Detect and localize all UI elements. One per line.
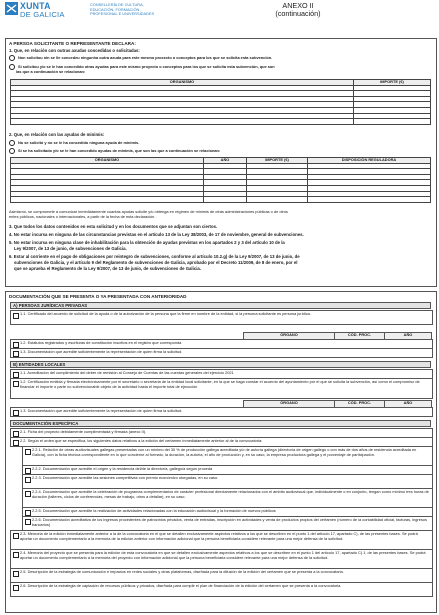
q2-none-radio[interactable] — [9, 140, 15, 146]
section-b-title: B) ENTIDADES LOCALES — [13, 362, 66, 367]
c5-checkbox[interactable] — [13, 571, 19, 577]
a1-label: 1.1. Certificado del acuerdo de solicitud de la ayuda o de la autorización de la persona que la firme en nombre de la entidad, si la persona solicitante es persona jurídica. — [20, 311, 311, 316]
department-name — [90, 3, 154, 17]
declaration-6a: 6. Estar al corriente en el pago de obligaciones por reintegro de subvenciones, conforme al artículo 10.2.g) de la Ley 9/2007, de 13 de junio, de — [9, 254, 300, 259]
c24-checkbox[interactable] — [25, 491, 31, 497]
section-c-bar — [10, 420, 431, 427]
doc-row-a1[interactable] — [10, 310, 433, 325]
dept-line: EDUCACIÓN, FORMACIÓN — [90, 6, 140, 12]
documentation-title: DOCUMENTACIÓN QUE SE PRESENTA O YA PRESENTADA CON ANTERIORIDAD — [9, 294, 187, 299]
section-b-bar — [10, 361, 431, 368]
c2-checkbox[interactable] — [13, 440, 19, 446]
c25-checkbox[interactable] — [25, 510, 31, 516]
c3-checkbox[interactable] — [13, 533, 19, 539]
q2-yes-radio[interactable] — [9, 148, 15, 154]
doc-row-c5[interactable] — [10, 568, 433, 583]
c1-label: 2.1. Ficha del proyecto debidamente cumplimentada y firmada (anexo II). — [20, 429, 147, 434]
annex-subtitle: (continuación) — [275, 9, 321, 19]
a-header-cod-proc: CÓD. PROC. — [334, 332, 385, 340]
header — [0, 0, 439, 30]
c4-checkbox[interactable] — [13, 552, 19, 558]
doc-row-c23[interactable] — [22, 474, 433, 489]
commitment-line-2: entes públicos, nacionales o internacionales, a partir de la fecha de esta declaración. — [9, 214, 156, 219]
annex-heading — [253, 2, 343, 19]
declaration-4: 4. No estar incursa en ninguna de las circunstancias previstas en el artículo 13 de la Ley 38/2003, de 17 de noviembre, general de subvenciones. — [9, 232, 304, 237]
c22-label: 2.2.2. Documentación que acredite el origen y la residencia del/de la director/a, gallego/a según proceda — [32, 466, 213, 471]
doc-row-c3[interactable] — [10, 530, 433, 550]
declaration-6c: que se aprueba el Reglamento de la Ley 9/2007, de 13 de junio, de subvenciones de Galicia. — [14, 266, 201, 271]
q1-yes-radio[interactable] — [9, 64, 15, 70]
c4-label: 2.4. Memoria del proyecto que se presenta para la edición de esta convocatoria en que se detallen exclusivamente aspectos relativos a los que se describen en el punto 1 del artículo 17, apartado C).1, de las presentes bases. Se podrá aportar un documento complementario a la memoria del proyecto con información adicional que la persona beneficiaria considere relevante para una mejor defensa de la solicitud. — [20, 550, 426, 560]
declaration-6b: subvenciones de Galicia, y el artículo 9 del Reglamento de subvenciones de Galicia, aprobado por el Decreto 11/2009, de 8 de enero, por el — [14, 260, 298, 265]
c23-checkbox[interactable] — [25, 477, 31, 483]
c25-label: 2.2.5. Documentación que acredite la realización de actividades relacionadas con la educación audiovisual y la formación de nuevos públicos — [32, 508, 276, 513]
xunta-logo-icon — [5, 2, 18, 15]
declaration-5a: 5. No estar incursa en ninguna clase de inhabilitación para la obtención de ayudas previstas en los apartados 2 y 3 del artículo 10 de la — [9, 240, 285, 245]
declaration-5b: Ley 9/2007, de 13 de junio, de subvenciones de Galicia. — [14, 246, 127, 251]
annex-title: ANEXO II — [282, 1, 314, 10]
doc-row-c6[interactable] — [10, 582, 433, 597]
b2-label: 1.2. Certificación emitida y firmada electrónicamente por el secretario o secretaria de la entidad local solicitante, en la que se haga constar el acuerdo del ayuntamiento por el que se solicita la subvención, así como el compromiso de financiar el importe o parte no subvencionable objeto de la actividad hasta el importe total de ejecución — [20, 379, 420, 389]
section-c-title: DOCUMENTACIÓN ESPECÍFICA — [13, 421, 79, 426]
c24-label: 2.2.4. Documentación que acredite la celebración de programas complementarios de carácter profesional directamente relacionados con el ámbito audiovisual que, individualmente o en conjunto, tengan como mínimo tres horas de duración (talleres, ciclos de conferencias, mesas de trabajo, otros a detallar), en su caso. — [32, 489, 429, 499]
col-importe: IMPORTE (€) — [354, 80, 431, 86]
q1-none-radio[interactable] — [9, 55, 15, 61]
doc-row-c21[interactable] — [22, 446, 433, 466]
doc-row-b3[interactable] — [10, 407, 433, 417]
b-header-ano: AÑO — [384, 400, 432, 408]
b1-label: 1.1. Acreditación del cumplimiento del deber de remisión al Consejo de Cuentas de las cuentas generales del ejercicio 2021 — [20, 370, 234, 375]
c6-label: 2.6. Descripción de la estrategia de captación de recursos públicos y privados, diseñada para cumplir el plan de financiación de la edición del certamen que se presenta a la convocatoria. — [20, 583, 342, 588]
doc-row-a3[interactable] — [10, 348, 433, 358]
b2-checkbox[interactable] — [13, 381, 19, 387]
a2-checkbox[interactable] — [13, 342, 19, 348]
c2-label: 2.2. Según el orden que se especifica, los siguientes datos relativos a la edición del certamen inmediatamente anterior al de la convocatoria: — [20, 438, 263, 443]
cell[interactable] — [354, 119, 431, 125]
c5-label: 2.5. Descripción de la estrategia de comunicación e impactos en redes sociales y otras plataformas, diseñada para la difusión de la edición del certamen que se presenta a la convocatoria. — [20, 569, 344, 574]
doc-row-c4[interactable] — [10, 549, 433, 569]
c3-label: 2.3. Memoria de la edición inmediatamente anterior a la de la convocatoria en el que se detallen exclusivamente aspectos relativos a los que se describen en el punto 1 del artículo 17, apartado C), de las presentes bases. Se podrá aportar un documento complementario a la memoria de la edición anterior con información adicional que la persona beneficiaria considere relevante para una mejor defensa de la solicitud. — [20, 531, 418, 541]
section-a-title: A) PERSOAS JURÍDICAS PRIVADAS — [13, 303, 88, 308]
dept-line: PROFESIONAL E UNIVERSIDADES — [90, 11, 155, 17]
q1-option-none[interactable] — [9, 55, 272, 61]
c21-label: 2.2.1. Relación de obras audiovisuales gallegas presentadas con un mínimo del 30 % de producción gallega acreditada y/o de autoría gallega (director/a de origen gallego o con más de dos años de residencia acreditada en Galicia), con la ficha técnica correspondiente en lo que concierne al formato, la duración, la autoría, el año de producción y, en su caso, la empresa productora gallega y el porcentaje de participación. — [32, 447, 417, 457]
col-disposicion: DISPOSICIÓN REGULADORA — [308, 158, 431, 164]
table-row — [11, 119, 431, 125]
col-organismo: ORGANISMO — [11, 158, 204, 164]
b3-label: 1.3. Documentación que acredite suficientemente la representación de quien firma la solicitud. — [20, 408, 183, 413]
c6-checkbox[interactable] — [13, 585, 19, 591]
brand-line-1: XUNTA — [20, 1, 51, 11]
b3-checkbox[interactable] — [13, 410, 19, 416]
col-organismo: ORGANISMO — [11, 80, 354, 86]
a3-checkbox[interactable] — [13, 351, 19, 357]
a-header-ano: AÑO — [384, 332, 432, 340]
section-a-bar — [10, 302, 431, 309]
q1-yes-label: Si solicitou y/o se le han concedido otras ayudas para este mismo proyecto o conceptos para los que se solicita esta subvención, que son — [18, 64, 275, 70]
col-importe: IMPORTE (€) — [247, 158, 308, 164]
declaration-3: 3. Que todos los datos contenidos en esta solicitud y en los documentos que se adjuntan son ciertos. — [9, 224, 218, 229]
cell[interactable] — [204, 197, 247, 203]
q1-none-label: Non solicitou nin se lle concedeu ningunha outra axuda para este mesmo proxecto o conceptos para los que se solicita esta subvención. — [18, 55, 273, 61]
cell[interactable] — [247, 197, 308, 203]
dept-line: CONSELLERÍA DE CULTURA, — [90, 2, 144, 7]
doc-row-c24[interactable] — [22, 488, 433, 508]
question-2: 2. Que, en relación con las ayudas de minimis: — [9, 132, 105, 137]
cell[interactable] — [308, 197, 431, 203]
declaration-title: A PERSOA SOLICITANTE O REPRESENTANTE DECLARA: — [9, 41, 136, 46]
cell[interactable] — [11, 197, 204, 203]
a-header-organo: ÓRGANO — [243, 332, 335, 340]
c23-label: 2.2.3. Documentación que acredite las sesiones competitivas con premio económico otorgadas, en su caso. — [32, 475, 219, 480]
a2-label: 1.2. Estatutos registrados y escrituras de constitución inscritos en el registro que corresponda — [20, 340, 182, 345]
brand-name — [20, 2, 65, 19]
minimis-aid-table — [10, 157, 431, 203]
cell[interactable] — [11, 119, 354, 125]
question-1: 1. Que, en relación con outras axudas concedidas o solicitadas: — [9, 48, 140, 53]
q2-none-label: No se solicitó y no se le ha concedido ninguna ayuda de minimis. — [18, 140, 140, 146]
b1-checkbox[interactable] — [13, 372, 19, 378]
c26-checkbox[interactable] — [25, 519, 31, 525]
c21-checkbox[interactable] — [25, 449, 31, 455]
b-header-cod-proc: CÓD. PROC. — [334, 400, 385, 408]
q2-yes-label: Sí se ha solicitado y/o se le han concedido ayudas de minimis, que son las que a continuación se relacionan: — [18, 148, 221, 154]
c22-checkbox[interactable] — [25, 468, 31, 474]
c1-checkbox[interactable] — [13, 431, 19, 437]
a1-checkbox[interactable] — [13, 313, 19, 319]
doc-row-c26[interactable] — [22, 516, 433, 531]
other-aid-table — [10, 79, 431, 125]
col-ano: AÑO — [204, 158, 247, 164]
q1-yes-label-cont: las que a continuación se relacionan: — [16, 69, 86, 74]
b-header-organo: ÓRGANO — [243, 400, 335, 408]
q2-option-none[interactable] — [9, 140, 139, 146]
c26-label: 2.2.6. Documentación acreditativa de los ingresos procedentes de patrocinios privados, venta de entradas, inscripción en actividades y venta de productos propios del certamen (número de la contabilidad oficial, facturas, ingresos bancarios) — [32, 517, 427, 527]
q2-option-yes[interactable] — [9, 148, 220, 154]
table-row — [11, 197, 431, 203]
doc-row-b2[interactable] — [10, 378, 433, 399]
brand-line-2: DE GALICIA — [20, 10, 65, 20]
commitment-line-1: Asimismo, se compromete a comunicar inmediatamente cuantas ayudas solicite y/u obtenga en régimen de minimis de otras administraciones públicas o de otros — [9, 209, 288, 214]
a3-label: 1.3. Documentación que acredite suficientemente la representación de quien firma la solicitud. — [20, 349, 183, 354]
